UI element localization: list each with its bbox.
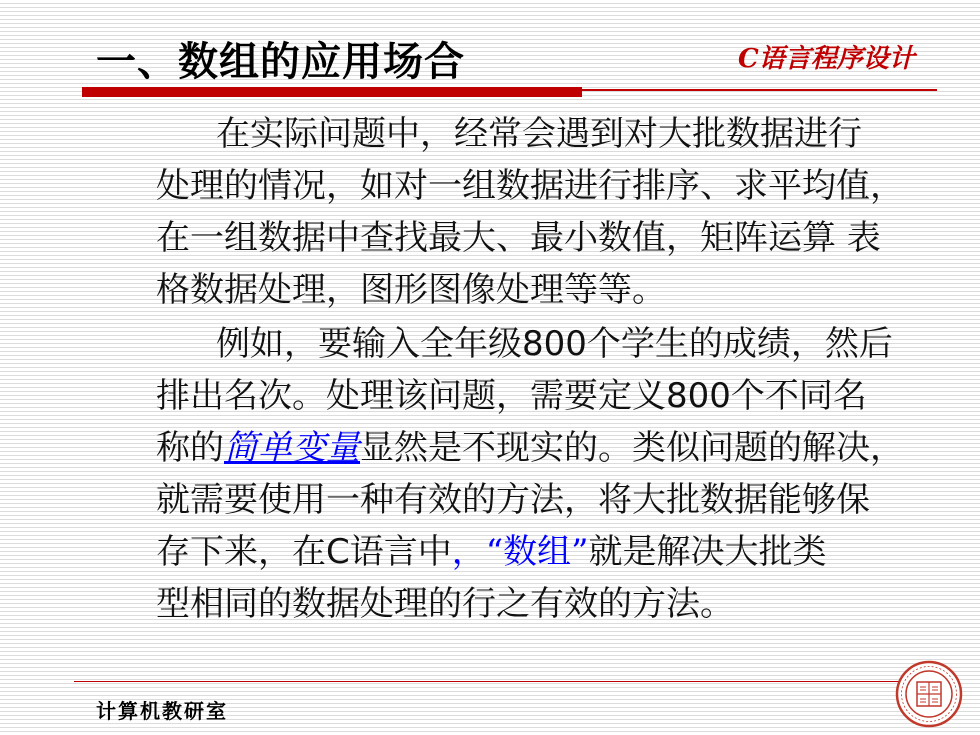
simple-variable-term: 简单变量 [224,428,360,468]
p2-line-6: 型相同的数据处理的行之有效的方法。 [156,584,734,624]
title-underline-bar [82,87,582,97]
course-brand: C语言程序设计 [738,44,915,74]
array-term: ，“数组” [451,532,589,572]
title-divider-line [582,89,937,91]
paragraph-1 [156,108,916,316]
p2-line-1 [156,318,916,370]
p1-line-4: 格数据处理，图形图像处理等等。 [156,270,666,310]
footer-department: 计算机教研室 [96,699,228,723]
footer-divider-line [74,681,904,682]
p1-line-2: 处理的情况，如对一组数据进行排序、求平均值， [156,166,904,206]
slide-title: 一、数组的应用场合 [96,39,465,85]
p2-line-5-text-c: 语言中 [349,532,452,572]
university-seal-icon [895,660,963,728]
p2-line-2-text-c: 个不同名 [730,376,867,416]
p2-line-2 [156,370,916,422]
p2-line-3-text-c: 显然是不现实的。类似问题的解决， [360,428,904,468]
p2-line-5-text-a: 存下来，在 [156,532,326,572]
p2-line-1-text-c: 个学生的成绩，然后 [586,324,893,364]
c-language-letter: C [326,532,350,572]
p2-line-4: 就需要使用一种有效的方法，将大批数据能够保 [156,480,870,520]
p2-line-5 [156,526,916,578]
p1-line-1: 在实际问题中，经常会遇到对大批数据进行 [216,114,862,154]
p2-line-5-text-e: 就是解决大批类 [588,532,827,572]
p2-line-2-number: 800 [666,376,731,416]
paragraph-2 [156,318,916,630]
p1-line-3: 在一组数据中查找最大、最小数值，矩阵运算 表 [156,218,881,258]
p2-line-1-text-a: 例如，要输入全年级 [216,324,522,364]
p2-line-3 [156,422,916,474]
p2-line-1-number: 800 [522,324,587,364]
p2-line-3-text-a: 称的 [156,428,224,468]
p2-line-2-text-a: 排出名次。处理该问题，需要定义 [156,376,666,416]
